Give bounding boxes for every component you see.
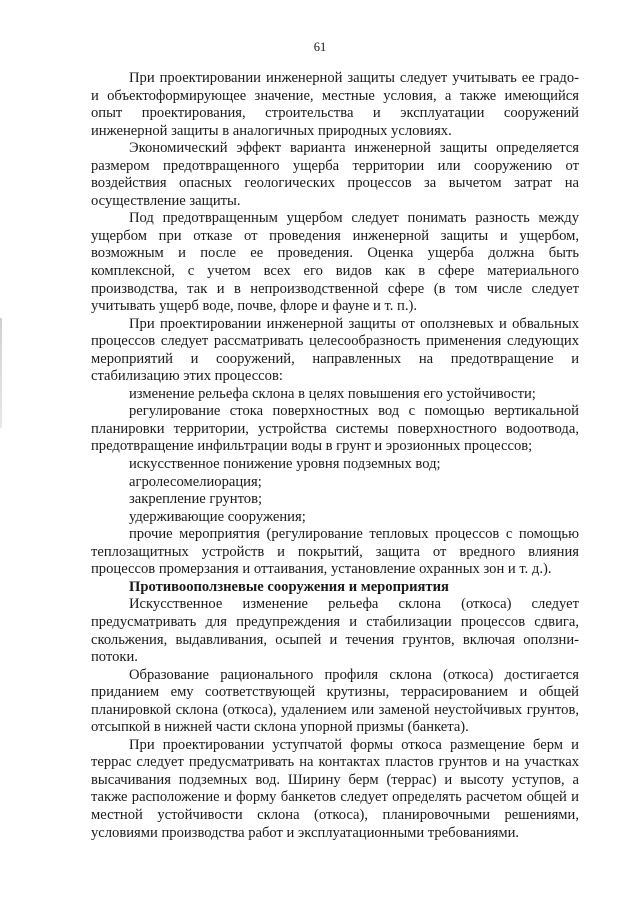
paragraph-prevented-damage: Под предотвращенным ущербом следует понимать разность между ущербом при отказе от проведения инженерной защиты и ущербом, возможным и после ее проведения. Оценка ущерба должна быть комплексной, с учетом всех его видов как в сфере материального производства, так и в непроизводственной сфере (в том числе следует учитывать ущерб воде, почве, флоре и фауне и т. п.).: [91, 210, 579, 315]
list-item-other-measures: прочие мероприятия (регулирование тепловых процессов с помощью теплозащитных устройств и покрытий, защита от вредного влияния процессов промерзания и оттаивания, установление охранных зон и т. д.).: [91, 526, 579, 578]
list-item-groundwater-lowering: искусственное понижение уровня подземных вод;: [129, 456, 441, 473]
list-item-agroforestry: агролесомелиорация;: [129, 473, 262, 490]
section-heading: Противооползневые сооружения и мероприятия: [129, 578, 449, 595]
paragraph-artificial-relief: Искусственное изменение рельефа склона (откоса) следует предусматривать для предупреждения и стабилизации процессов сдвига, скольжения, выдавливания, осыпей и течения грунтов, включая оползни-потоки.: [91, 596, 579, 666]
paragraph-economic-effect: Экономический эффект варианта инженерной защиты определяется размером предотвращенного ущерба территории или сооружению от воздействия опасных геологических процессов за вычетом затрат на осуществление защиты.: [91, 140, 579, 209]
scan-edge-mark: [0, 318, 2, 428]
list-item-runoff-regulation: регулирование стока поверхностных вод с помощью вертикальной планировки территории, устройства системы поверхностного водоотвода, предотвращение инфильтрации воды в грунт и эрозионных процессов;: [91, 403, 579, 455]
paragraph-rational-profile: Образование рационального профиля склона (откоса) достигается приданием ему соответствующей крутизны, террасированием и общей планировкой склона (откоса), удалением или заменой неустойчивых грунтов, отсыпкой в нижней части склона упорной призмы (банкета).: [91, 666, 579, 736]
document-body: [91, 70, 579, 842]
paragraph-stepped-slope: При проектировании уступчатой формы откоса размещение берм и террас следует предусматривать на контактах пластов грунтов и на участках высачивания подземных вод. Ширину берм (террас) и высоту уступов, а также расположение и форму банкетов следует определять расчетом общей и местной устойчивости склона (откоса), планировочными решениями, условиями производства работ и эксплуатационными требованиями.: [91, 736, 579, 841]
list-item-relief-change: изменение рельефа склона в целях повышения его устойчивости;: [129, 385, 536, 402]
paragraph-design-considerations: При проектировании инженерной защиты следует учитывать ее градо- и объектоформирующее значение, местные условия, а также имеющийся опыт проектирования, строительства и эксплуатации сооружений инженерной защиты в аналогичных природных условиях.: [91, 70, 579, 139]
list-item-soil-fixing: закрепление грунтов;: [129, 491, 263, 508]
page-number: 61: [313, 40, 327, 54]
list-item-retaining-structures: удерживающие сооружения;: [129, 508, 306, 525]
paragraph-landslide-protection: При проектировании инженерной защиты от оползневых и обвальных процессов следует рассматривать целесообразность применения следующих мероприятий и сооружений, направленных на предотвращение и стабилизацию этих процессов:: [91, 315, 579, 385]
